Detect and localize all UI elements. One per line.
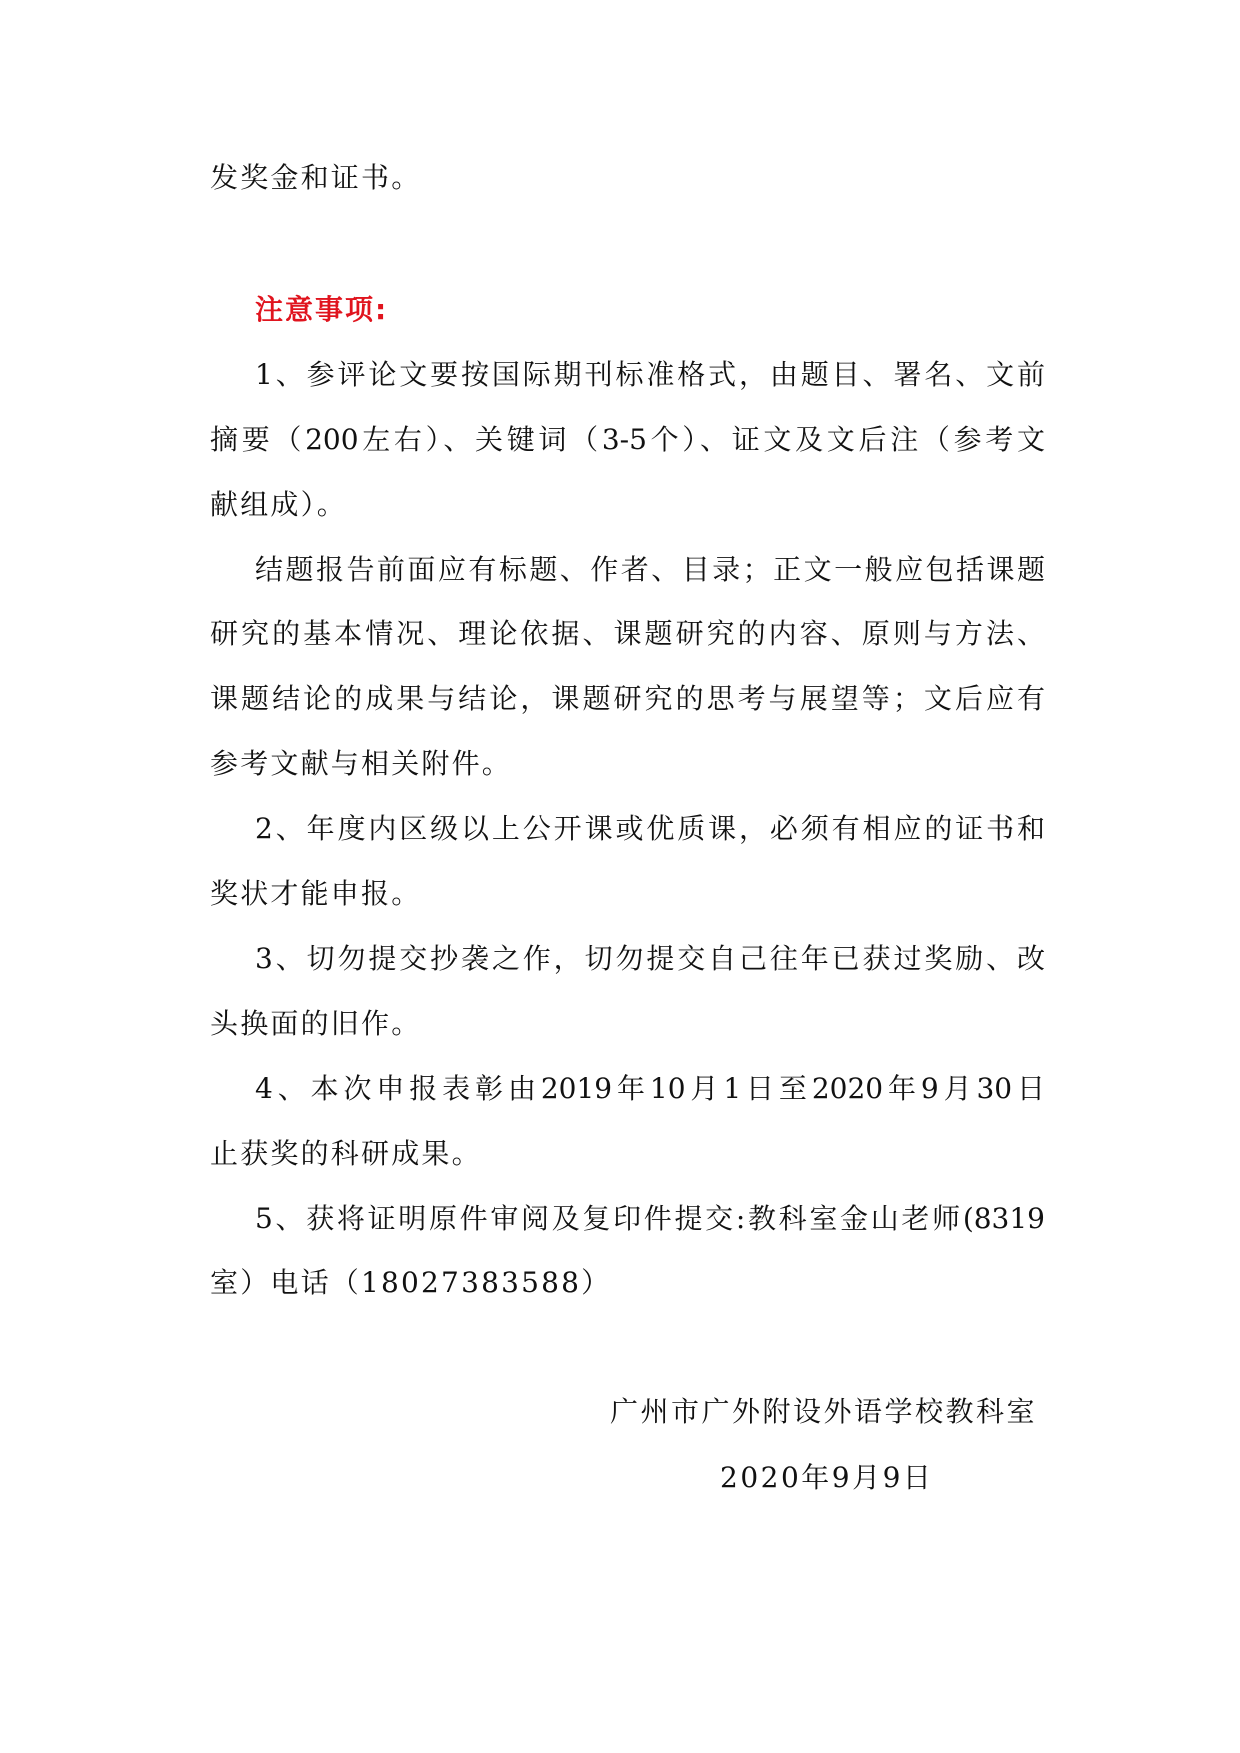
item1-line1: 1、参评论文要按国际期刊标准格式，由题目、署名、文前 — [255, 358, 1045, 391]
item1-line2: 摘要（200左右）、关键词（3-5个）、证文及文后注（参考文 — [210, 423, 1045, 456]
item4-line2: 止获奖的科研成果。 — [210, 1137, 482, 1170]
item5-line1: 5、获将证明原件审阅及复印件提交:教科室金山老师(8319 — [255, 1202, 1045, 1235]
item4-line1: 4、本次申报表彰由2019年10月1日至2020年9月30日 — [255, 1072, 1045, 1105]
report-line1: 结题报告前面应有标题、作者、目录；正文一般应包括课题 — [255, 553, 1045, 586]
item3-line2: 头换面的旧作。 — [210, 1007, 422, 1040]
notes-heading: 注意事项: — [255, 293, 389, 326]
signature-date: 2020年9月9日 — [720, 1461, 934, 1494]
item2-line2: 奖状才能申报。 — [210, 877, 422, 910]
signature-organization: 广州市广外附设外语学校教科室 — [610, 1395, 1038, 1428]
intro-tail-line: 发奖金和证书。 — [210, 161, 422, 194]
report-line4: 参考文献与相关附件。 — [210, 747, 513, 780]
report-line2: 研究的基本情况、理论依据、课题研究的内容、原则与方法、 — [210, 617, 1045, 650]
item1-line3: 献组成）。 — [210, 488, 348, 521]
report-line3: 课题结论的成果与结论，课题研究的思考与展望等；文后应有 — [210, 682, 1045, 715]
item2-line1: 2、年度内区级以上公开课或优质课，必须有相应的证书和 — [255, 812, 1045, 845]
item3-line1: 3、切勿提交抄袭之作，切勿提交自己往年已获过奖励、改 — [255, 942, 1045, 975]
item5-line2: 室）电话（18027383588） — [210, 1266, 612, 1299]
